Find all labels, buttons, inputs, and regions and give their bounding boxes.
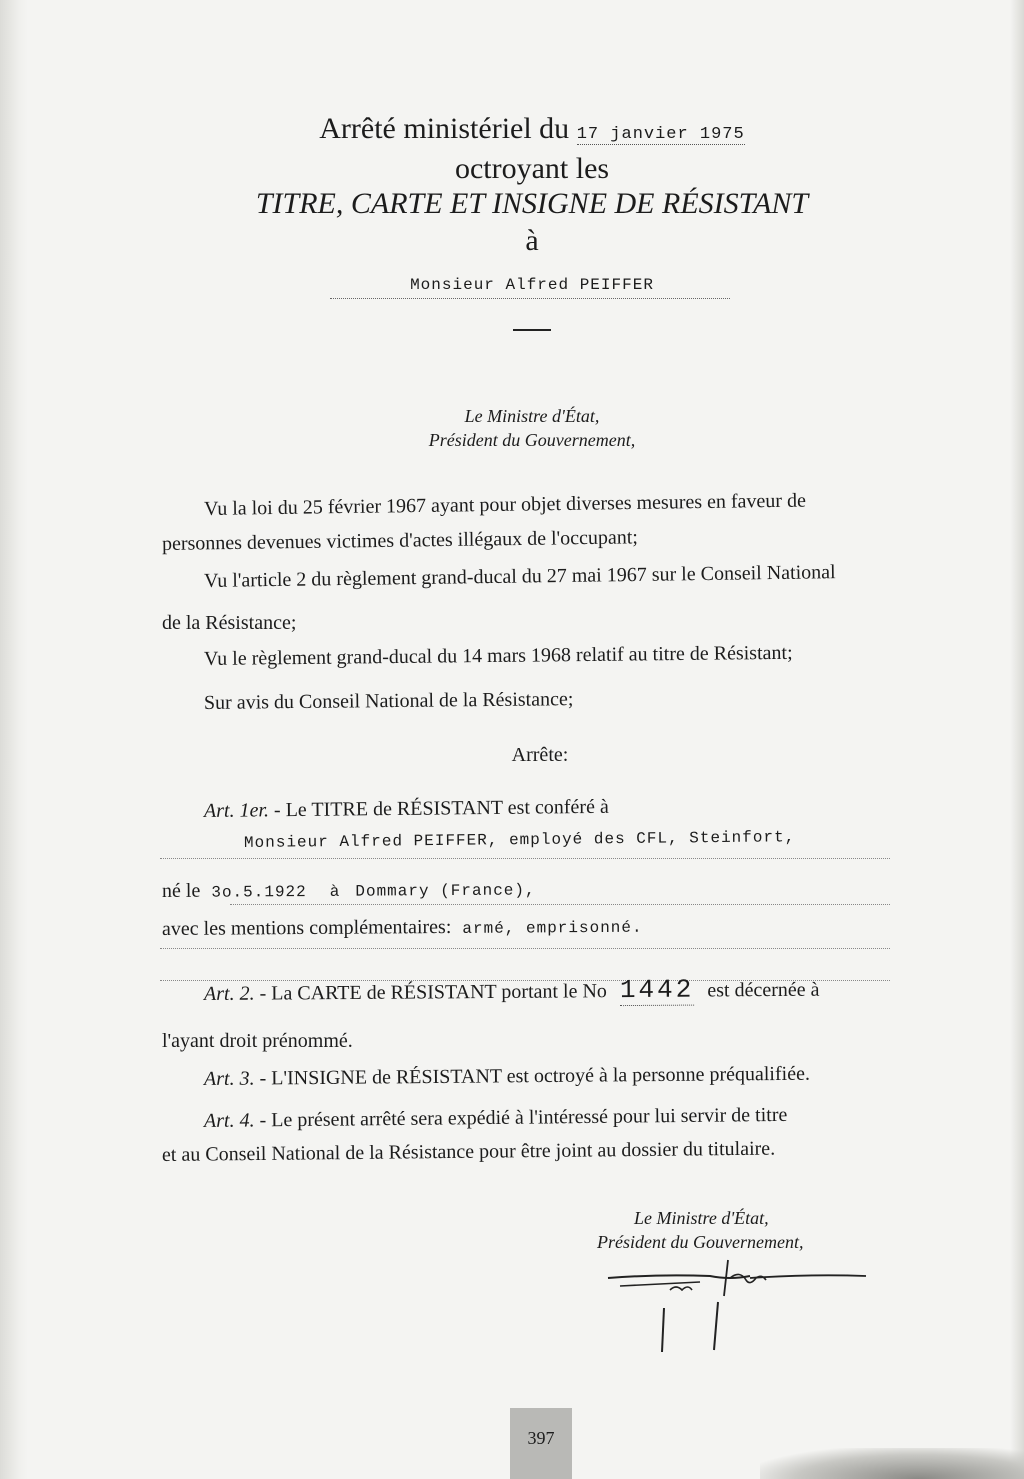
decree-label: Arrête: [511,744,569,766]
article-3-label: Art. 3. [203,1067,255,1090]
born-label: né le [161,879,201,902]
authority-line1: Le Ministre d'État, [464,406,600,426]
article-4-label: Art. 4. [203,1109,255,1132]
decree-date: 17 janvier 1975 [576,125,745,144]
consideration-2: Vu l'article 2 du règlement grand-ducal du 27 mai 1967 sur le Conseil National [203,561,836,592]
decree-title-prefix: Arrêté ministériel du [319,112,570,145]
mentions-label: avec les mentions complémentaires: [161,915,452,940]
signature-line2: Président du Gouvernement, [597,1232,804,1252]
article-4-line2: et au Conseil National de la Résistance pour être joint au dossier du titulaire. [161,1137,776,1166]
article-3 [204,1063,810,1091]
article-1 [204,796,609,823]
article-1-text: - Le TITRE de RÉSISTANT est conféré à [273,795,609,822]
consideration-2b: de la Résistance; [162,612,297,634]
handwritten-signature [600,1256,880,1366]
dotted-line [230,904,890,905]
born-place: Dommary (France), [355,881,536,901]
article-4 [204,1104,788,1133]
consideration-3: Vu le règlement grand-ducal du 14 mars 1968 relatif au titre de Résistant; [203,641,793,670]
book-spine-shadow [0,0,28,1479]
article-2-line2: l'ayant droit prénommé. [162,1030,353,1052]
mentions-value: armé, emprisonné. [462,918,643,938]
decree-title [232,112,832,146]
dotted-line [160,948,890,949]
article-4-text: - Le présent arrêté sera expédié à l'intéressé pour lui servir de titre [259,1103,788,1132]
article-1-label: Art. 1er. [203,799,270,822]
article-3-text: - L'INSIGNE de RÉSISTANT est octroyé à la personne préqualifiée. [259,1062,811,1090]
article-1-recipient: Monsieur Alfred PEIFFER, employé des CFL, Steinfort, [243,828,796,852]
article-2-text-after: est décernée à [707,978,820,1002]
decree-to: à [525,224,539,257]
consideration-1b: personnes devenues victimes d'actes illégaux de l'occupant; [161,526,639,555]
born-date: 3o.5.1922 [211,882,307,902]
decree-subtitle: octroyant les [454,152,610,185]
article-1-mentions [162,915,643,941]
decree-heading: TITRE, CARTE ET INSIGNE DE RÉSISTANT [255,187,809,220]
article-2-label: Art. 2. [203,982,255,1005]
consideration-1: Vu la loi du 25 février 1967 ayant pour objet diverses mesures en faveur de [203,489,807,520]
page-edge-shadow [1010,0,1024,1479]
article-2-text: - La CARTE de RÉSISTANT portant le No [259,980,607,1005]
recipient-name: Monsieur Alfred PEIFFER [410,276,654,294]
dotted-line [160,858,890,859]
authority-line2: Président du Gouvernement, [428,430,636,450]
title-rule [513,329,551,331]
born-at: à [329,882,341,901]
article-2 [204,974,820,1008]
recipient-dotted-line [330,298,730,299]
article-1-birth [162,877,536,903]
scan-shadow [760,1448,1024,1479]
consideration-4: Sur avis du Conseil National de la Résistance; [203,688,574,714]
page-number: 397 [527,1428,555,1448]
card-number: 1442 [619,974,695,1006]
signature-line1: Le Ministre d'État, [634,1208,769,1228]
